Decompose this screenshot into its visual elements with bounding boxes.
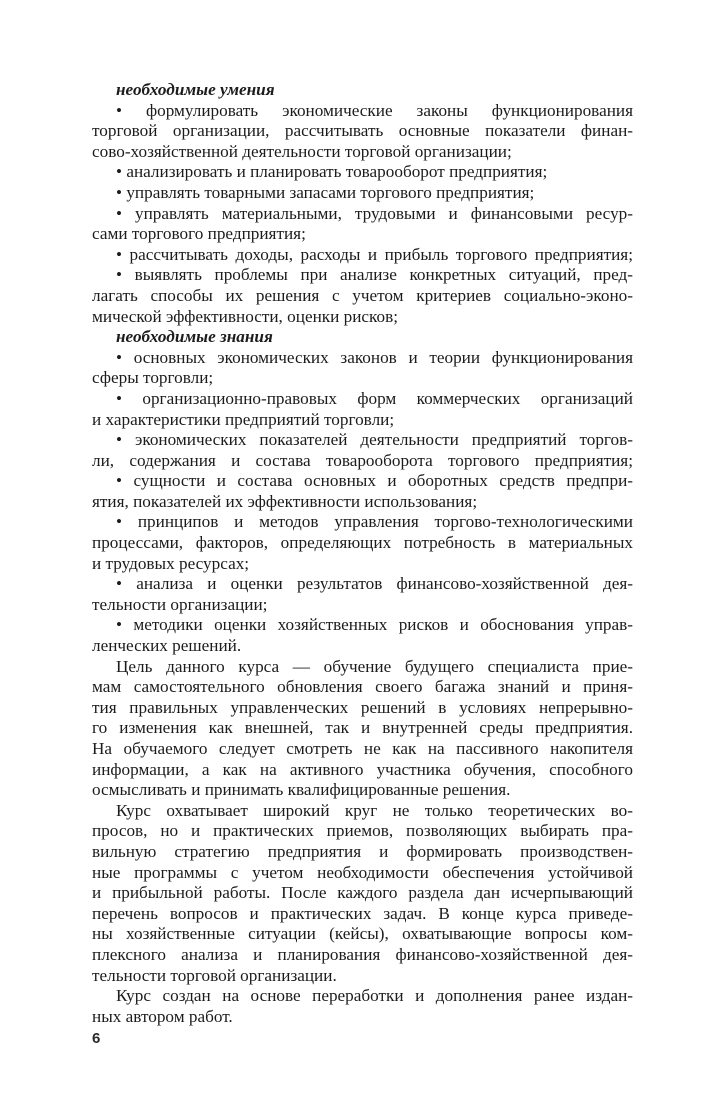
text-line: • организационно-правовых форм коммерческих организаций xyxy=(116,388,633,408)
text-line: перечень вопросов и практических задач. В конце курса приведе- xyxy=(92,903,633,923)
text-line: • методики оценки хозяйственных рисков и обоснования управ- xyxy=(116,615,633,635)
text-line: сферы торговли; xyxy=(92,368,214,388)
text-line: просов, но и практических приемов, позволяющих выбирать пра- xyxy=(92,821,633,841)
text-line: тельности торговой организации. xyxy=(92,965,337,985)
text-line: Цель данного курса — обучение будущего специалиста прие- xyxy=(116,656,633,676)
text-line: • выявлять проблемы при анализе конкретных ситуаций, пред- xyxy=(116,265,633,285)
text-line: сово-хозяйственной деятельности торговой организации; xyxy=(92,141,512,161)
text-line: вильную стратегию предприятия и формировать производствен- xyxy=(92,841,633,861)
text-line: го изменения как внешней, так и внутренней среды предприятия. xyxy=(92,718,633,738)
section-heading: необходимые умения xyxy=(116,80,275,99)
text-line: • принципов и методов управления торгово-технологическими xyxy=(116,512,633,532)
text-line: Курс охватывает широкий круг не только теоретических во- xyxy=(116,800,633,820)
text-line: и прибыльной работы. После каждого раздела дан исчерпывающий xyxy=(92,883,633,903)
text-line: • управлять материальными, трудовыми и финансовыми ресур- xyxy=(116,203,633,223)
text-line: мической эффективности, оценки рисков; xyxy=(92,306,398,326)
text-line: • рассчитывать доходы, расходы и прибыль торгового предприятия; xyxy=(116,244,633,264)
text-line: тельности организации; xyxy=(92,594,268,614)
text-line: На обучаемого следует смотреть не как на пассивного накопителя xyxy=(92,739,633,758)
text-line: плексного анализа и планирования финансово-хозяйственной дея- xyxy=(92,944,633,964)
text-line: лагать способы их решения с учетом критериев социально-эконо- xyxy=(92,285,633,305)
text-line: торговой организации, рассчитывать основные показатели финан- xyxy=(92,121,633,141)
text-line: • экономических показателей деятельности предприятий торгов- xyxy=(116,430,633,450)
text-line: и характеристики предприятий торговли; xyxy=(92,409,395,429)
text-line: • анализа и оценки результатов финансово-хозяйственной дея- xyxy=(116,574,633,594)
text-line: ятия, показателей их эффективности использования; xyxy=(92,491,478,511)
text-line: мам самостоятельного обновления своего багажа знаний и приня- xyxy=(92,677,633,697)
text-line: ли, содержания и состава товарооборота торгового предприятия; xyxy=(92,450,633,470)
text-line: информации, а как на активного участника обучения, способного xyxy=(92,759,633,779)
text-line: ные программы с учетом необходимости обеспечения устойчивой xyxy=(92,862,633,882)
text-line: процессами, факторов, определяющих потребность в материальных xyxy=(92,533,633,553)
page-number: 6 xyxy=(92,1030,101,1047)
text-line: • управлять товарными запасами торгового предприятия; xyxy=(116,182,535,202)
section-heading: необходимые знания xyxy=(116,327,273,347)
text-line: Курс создан на основе переработки и дополнения ранее издан- xyxy=(116,986,633,1006)
text-line: сами торгового предприятия; xyxy=(92,224,306,244)
text-line: ных автором работ. xyxy=(92,1006,233,1026)
text-line: тия правильных управленческих решений в условиях непрерывно- xyxy=(92,697,633,717)
text-line: • формулировать экономические законы функционирования xyxy=(116,100,633,120)
text-line: ны хозяйственные ситуации (кейсы), охватывающие вопросы ком- xyxy=(92,924,633,944)
text-line: и трудовых ресурсах; xyxy=(92,553,250,573)
text-line: • основных экономических законов и теории функционирования xyxy=(116,347,633,367)
text-line: • сущности и состава основных и оборотных средств предпри- xyxy=(116,471,633,491)
text-line: • анализировать и планировать товарооборот предприятия; xyxy=(116,162,548,182)
page-body-text xyxy=(92,80,633,1027)
text-line: ленческих решений. xyxy=(92,636,242,656)
text-line: осмысливать и принимать квалифицированные решения. xyxy=(92,780,511,800)
